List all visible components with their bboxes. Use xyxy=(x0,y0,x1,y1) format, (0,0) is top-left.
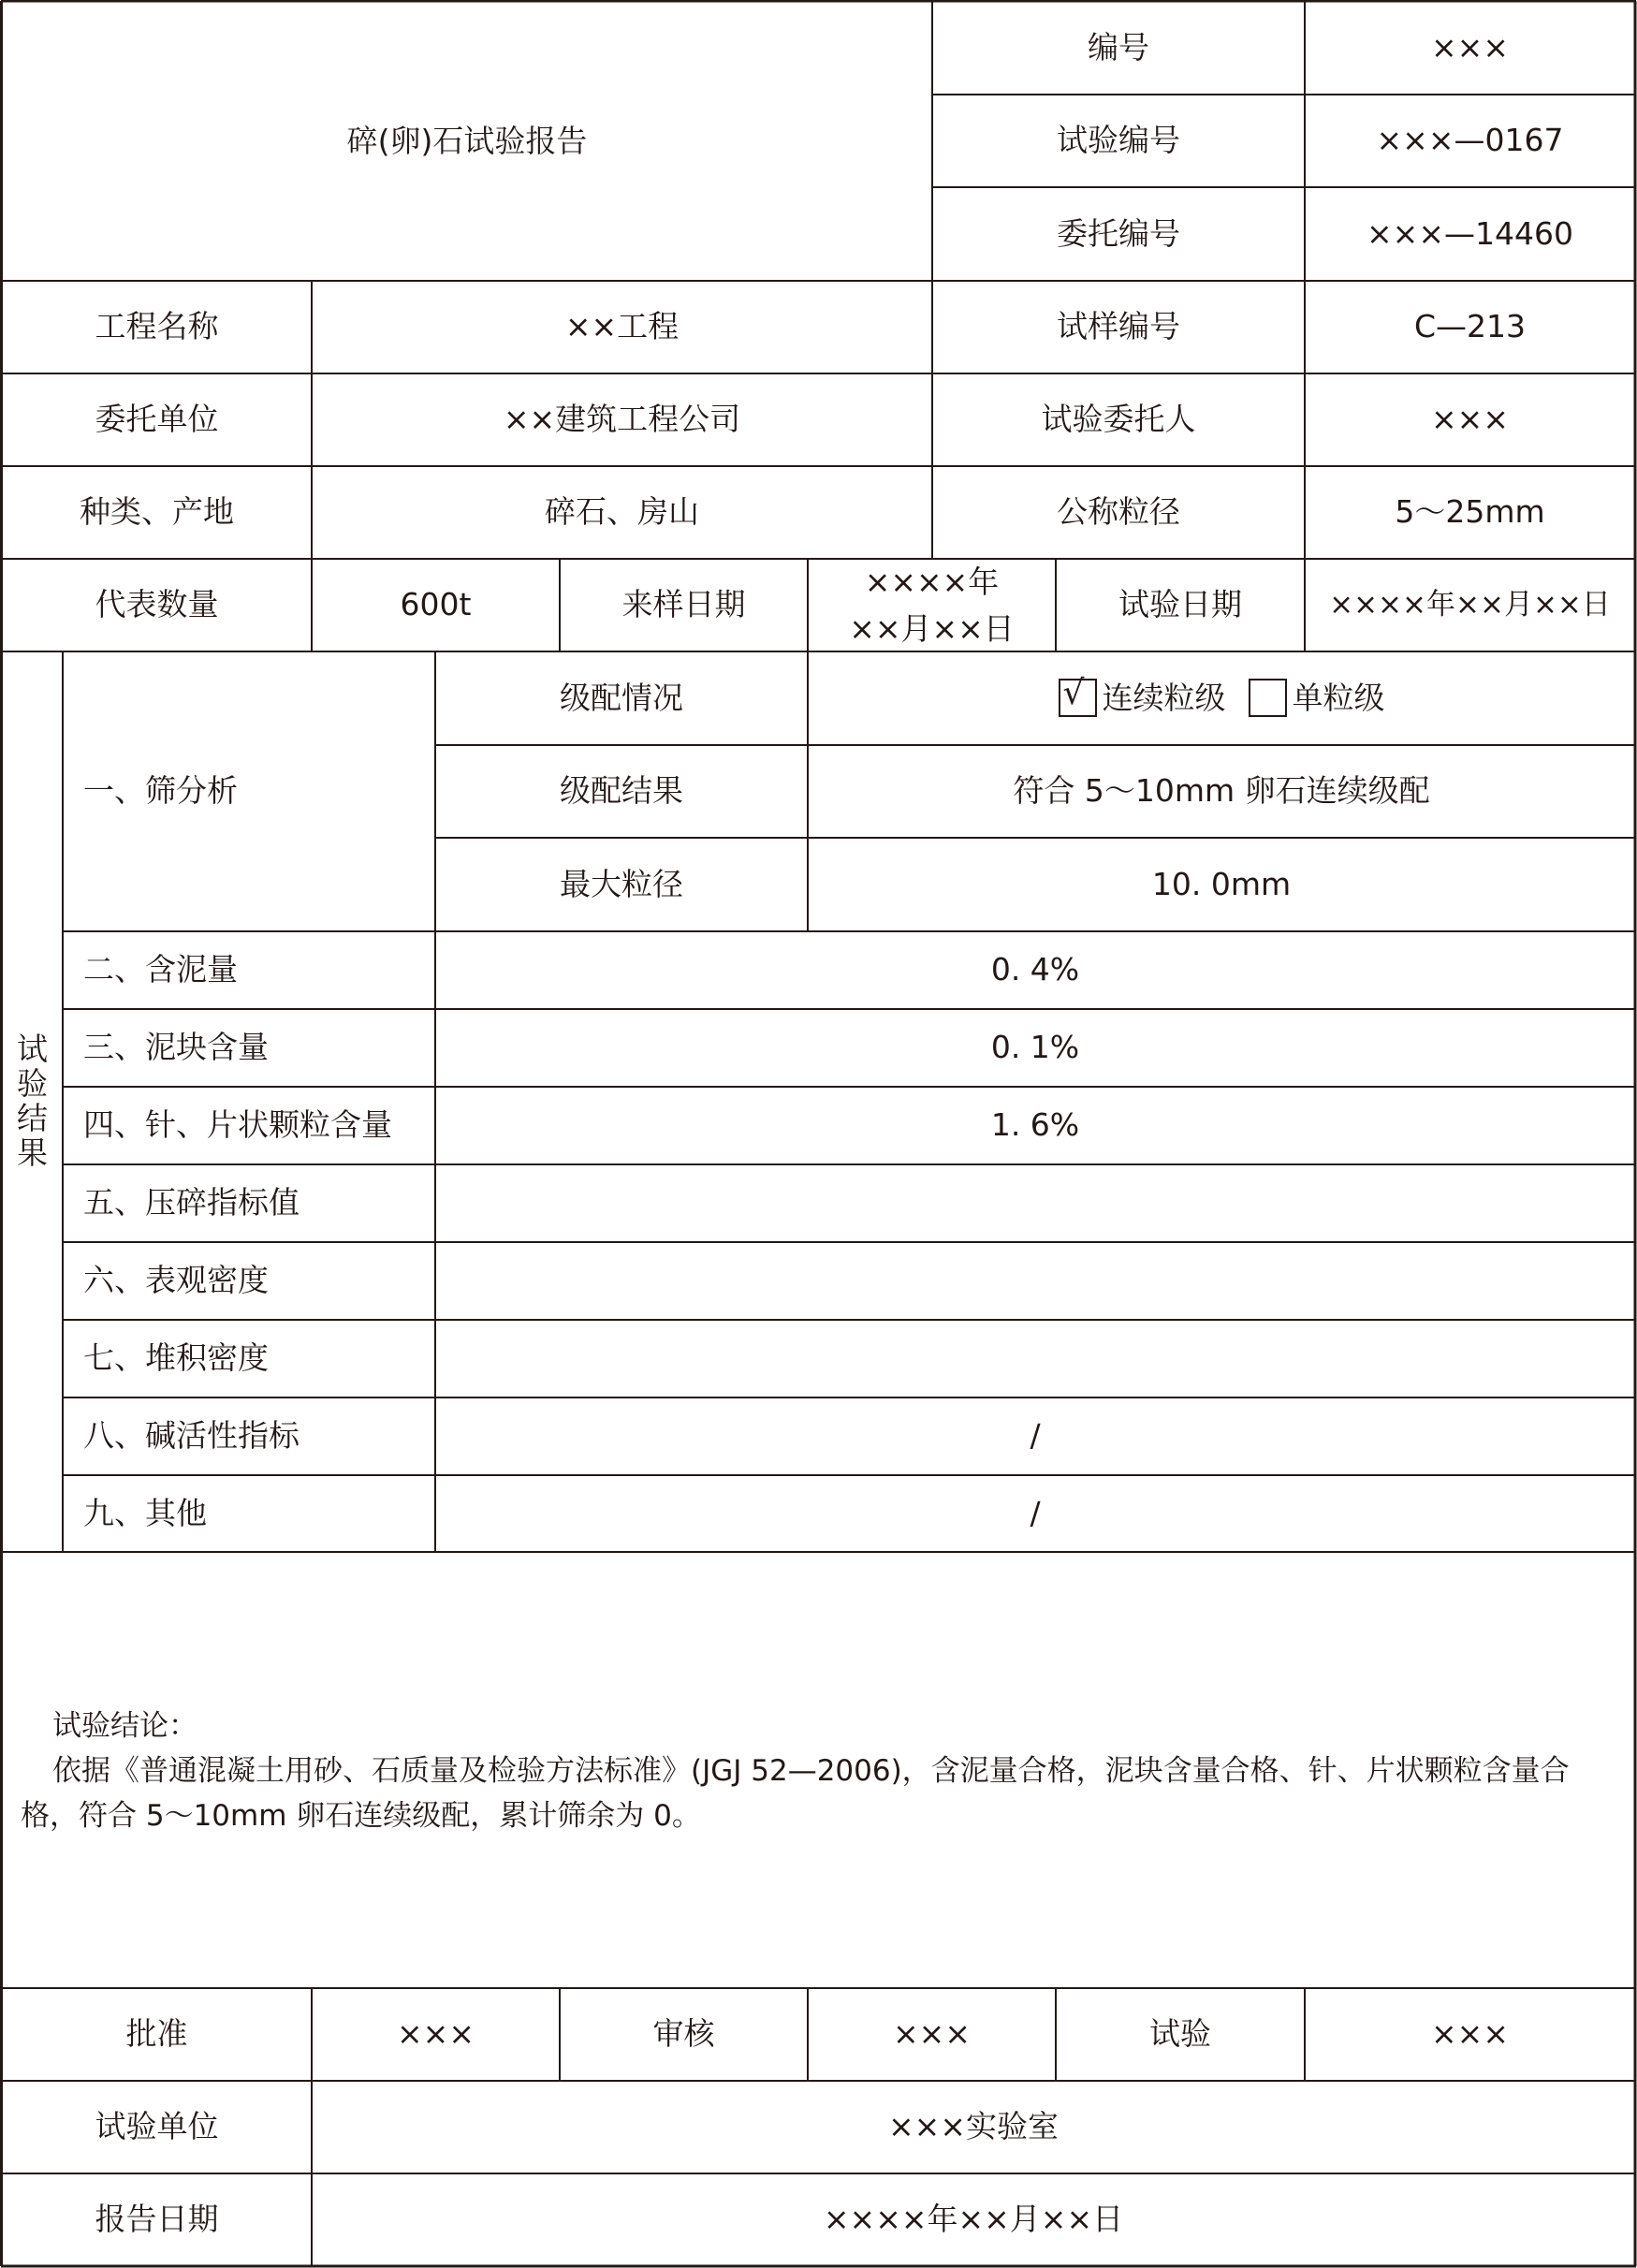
arrival-date-value xyxy=(808,559,1056,651)
result-row-label: 四、针、片状颗粒含量 xyxy=(83,1106,392,1144)
result-row-label: 九、其他 xyxy=(83,1494,207,1531)
report-title: 碎(卵)石试验报告 xyxy=(346,122,588,159)
sample-number-label: 试样编号 xyxy=(1057,308,1180,345)
result-row-value: 0. 1% xyxy=(990,1029,1080,1066)
arrival-date-line2: ××月××日 xyxy=(849,609,1015,647)
project-name-value: ××工程 xyxy=(564,308,680,345)
results-side-char: 结 xyxy=(17,1100,48,1136)
result-row-label: 二、含泥量 xyxy=(83,951,238,988)
grading-option-single[interactable] xyxy=(1249,678,1385,720)
entrust-number-value: ×××—14460 xyxy=(1367,214,1573,252)
result-row-label: 五、压碎指标值 xyxy=(83,1184,300,1222)
review-value: ××× xyxy=(893,2015,971,2053)
nominal-size-label: 公称粒径 xyxy=(1057,493,1180,531)
max-size-value: 10. 0mm xyxy=(1151,865,1292,902)
results-side-char: 验 xyxy=(17,1065,48,1103)
lab-label: 试验单位 xyxy=(95,2108,219,2145)
grading-label: 级配情况 xyxy=(560,679,683,716)
grading-option-continuous-label: 连续粒级 xyxy=(1102,679,1226,716)
result-row-value: 0. 4% xyxy=(990,951,1080,988)
tester-label: 试验 xyxy=(1149,2015,1211,2053)
client-label: 委托单位 xyxy=(95,401,219,438)
test-number-label: 试验编号 xyxy=(1057,122,1180,159)
consignor-value: ××× xyxy=(1431,401,1509,438)
nominal-size-value: 5～25mm xyxy=(1395,493,1545,531)
quantity-label: 代表数量 xyxy=(95,586,219,623)
result-row-label: 六、表观密度 xyxy=(83,1262,269,1299)
result-row-value xyxy=(435,1164,1635,1242)
result-row-value: / xyxy=(1030,1417,1041,1455)
result-row-label: 八、碱活性指标 xyxy=(83,1417,300,1455)
type-origin-label: 种类、产地 xyxy=(80,493,234,531)
result-row-value: 1. 6% xyxy=(990,1106,1080,1144)
result-row-value xyxy=(435,1320,1635,1397)
results-side-char: 试 xyxy=(17,1031,48,1068)
approve-label: 批准 xyxy=(125,2015,188,2053)
type-origin-value: 碎石、房山 xyxy=(545,493,699,531)
result-row-value: / xyxy=(1030,1494,1041,1531)
grading-option-single-label: 单粒级 xyxy=(1292,679,1385,716)
conclusion-text: 依据《普通混凝土用砂、石质量及检验方法标准》(JGJ 52—2006)，含泥量合格，泥块含量合格、针、片状颗粒含量合格，符合 5～10mm 卵石连续级配，累计筛余为 0。 xyxy=(21,1754,1570,1833)
result-row-label: 七、堆积密度 xyxy=(83,1339,269,1377)
checkbox-single[interactable] xyxy=(1249,679,1287,717)
conclusion-section xyxy=(21,1704,1616,1838)
grading-result-label: 级配结果 xyxy=(560,772,683,810)
conclusion-label: 试验结论： xyxy=(52,1709,197,1743)
quantity-value: 600t xyxy=(400,586,472,623)
sample-number-value: C—213 xyxy=(1413,308,1527,345)
check-icon: √ xyxy=(1062,674,1085,713)
review-label: 审核 xyxy=(652,2015,715,2053)
max-size-label: 最大粒径 xyxy=(560,865,683,902)
result-row-value xyxy=(435,1242,1635,1320)
lab-value: ×××实验室 xyxy=(888,2108,1059,2145)
results-side-label xyxy=(2,651,63,1552)
results-side-char: 果 xyxy=(17,1134,48,1171)
arrival-date-line1: ××××年 xyxy=(864,563,1000,600)
checkbox-continuous[interactable] xyxy=(1059,674,1097,717)
test-date-label: 试验日期 xyxy=(1118,586,1242,623)
arrival-date-label: 来样日期 xyxy=(621,586,746,623)
report-date-value: ××××年××月××日 xyxy=(823,2201,1124,2238)
test-number-value: ×××—0167 xyxy=(1376,122,1564,159)
number-value: ××× xyxy=(1431,29,1509,66)
grading-option-continuous[interactable] xyxy=(1059,674,1226,720)
number-label: 编号 xyxy=(1088,29,1149,66)
consignor-label: 试验委托人 xyxy=(1041,401,1196,438)
result-row-label: 三、泥块含量 xyxy=(83,1029,269,1066)
grading-result-value: 符合 5～10mm 卵石连续级配 xyxy=(1013,772,1430,810)
grading-options xyxy=(808,651,1635,745)
report-date-label: 报告日期 xyxy=(95,2201,219,2238)
entrust-number-label: 委托编号 xyxy=(1057,214,1180,252)
approve-value: ××× xyxy=(397,2015,475,2053)
test-date-value: ××××年××月××日 xyxy=(1329,587,1611,622)
sieve-analysis-label: 一、筛分析 xyxy=(83,772,238,810)
client-value: ××建筑工程公司 xyxy=(503,401,741,438)
tester-value: ××× xyxy=(1431,2015,1509,2053)
project-name-label: 工程名称 xyxy=(95,308,219,345)
